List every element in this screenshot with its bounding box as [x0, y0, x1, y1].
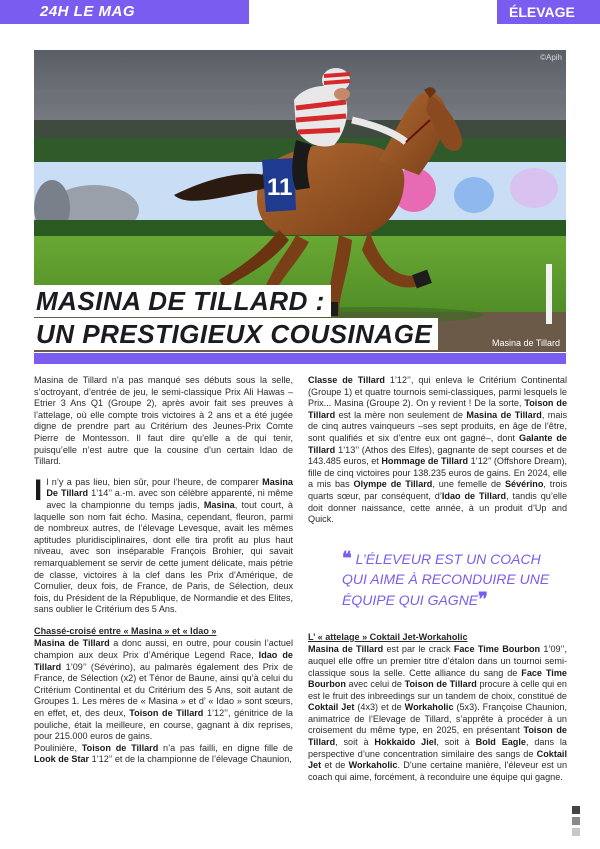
body-paragraph-2: Il n’y a pas lieu, bien sûr, pour l’heure, de comparer Masina De Tillard 1’14’’ a.-m. avec son célèbre apparenté, ni même avec la championne du temps jadis, Masina, tout court, à laquelle son nom fait écho. Masina, cependant, fleuron, parmi de nombreux autres, de l’élevage Levesque, avait les mêmes aptitudes pluridisciplinaires, dont elle tira profit au plus haut niveau, avec son inséparable François Brohier, qui savait remarquablement se servir de cette jument délicate, mais pétrie de classe, victoires à la clef dans les Prix d’Amérique, de Cornulier, deux fois, de France, de Paris, de Sélection, deux fois, du Président de la République, de Normandie et des Elites, sans oublier le Critérium des 5 Ans.: [34, 473, 293, 615]
photo-caption: Masina de Tillard: [491, 338, 560, 348]
column-right: [308, 375, 567, 783]
magazine-title: 24H LE MAG: [40, 3, 136, 20]
quote-close-icon: ❞: [478, 588, 488, 609]
intro-paragraph: Masina de Tillard n’a pas manqué ses débuts sous la selle, s’octroyant, d’entrée de jeu, le semi-classique Prix Ali Hawas – Etrier 3 Ans Q1 (Groupe 2), après avoir fait ses preuves à l’attelage, où elle compte trois victoires à 2 ans et a été jugée digne de prendre part au Critérium des Jeunes-Prix Comte Pierre de Montesson. Il faut dire qu’elle a de qui tenir, puisqu’elle n’est autre que la cousine d’un certain Idao de Tillard.: [34, 375, 293, 467]
quote-open-icon: ❝: [342, 547, 352, 568]
marker-square-light: [572, 828, 580, 836]
headline-line-2: UN PRESTIGIEUX COUSINAGE: [34, 318, 438, 350]
pull-quote: [342, 548, 567, 610]
pull-quote-text: L’ÉLEVEUR EST UN COACH QUI AIME À RECONDUIRE UNE ÉQUIPE QUI GAGNE: [342, 550, 550, 608]
marker-square-dark: [572, 806, 580, 814]
body-paragraph-3: Masina de Tillard a donc aussi, en outre, pour cousin l’actuel champion aux deux Prix d’Amérique Legend Race, Idao de Tillard 1’09’’ (Sévérino), au palmarès également des Prix de France, de Sélection (x2) et Ténor de Baune, ainsi qu’à celui du Critérium Continental et du Critérium des 5 Ans, soit autant de Groupes 1. Les mères de « Masina » et d’ « Idao » sont sœurs, en effet, et, des deux, Toison de Tillard 1’12’’, génitrice de la pouliche, était la meilleure, en course, gagnant à dix reprises, pour 215.000 euros de gains.: [34, 638, 293, 742]
page-marker: [572, 806, 580, 839]
drop-cap: I: [34, 473, 43, 507]
subheading-1: Chassé-croisé entre « Masina » et « Idao »: [34, 625, 217, 636]
top-bar: [0, 0, 600, 24]
subheading-2: L’ « attelage » Coktail Jet-Workaholic: [308, 631, 468, 642]
magazine-banner: [0, 0, 249, 24]
section-banner: [497, 0, 600, 24]
section-title: ÉLEVAGE: [509, 4, 575, 20]
body-paragraph-4-start: Poulinière, Toison de Tillard n’a pas failli, en digne fille de Look de Star 1’12’’ et de la championne de l’élevage Chaunion,: [34, 742, 293, 765]
column-left: [34, 375, 293, 766]
accent-rule: [34, 353, 566, 364]
headline-line-1: MASINA DE TILLARD :: [34, 285, 331, 317]
marker-square-mid: [572, 817, 580, 825]
saddle-number: 11: [267, 174, 293, 201]
photo-credit: ©Apih: [540, 53, 562, 62]
body-paragraph-4-cont: Classe de Tillard 1’12’’, qui enleva le Critérium Continental (Groupe 1) et quatre tournois semi-classiques, parmi lesquels le Prix... Masina (Groupe 2). On y revient ! De la sorte, Toison de Tillard est la mère non seulement de Masina de Tillard, mais de cinq autres vainqueurs –ses sept produits, en âge de l’être, sont qualifiés et six d’entre eux ont gagné–, dont Galante de Tillard 1’13’’ (Athos des Elfes), gagnante de sept courses et de 143.485 euros, et Hommage de Tillard 1’12’’ (Offshore Dream), fille de cinq victoires pour 138.235 euros de gains. En 2024, elle a mis bas Olympe de Tillard, une femelle de Sévérino, trois quarts sœur, par conséquent, d’Idao de Tillard, tandis qu’elle doit donner naissance, cette année, à un produit d’Up and Quick.: [308, 375, 568, 525]
body-paragraph-5: Masina de Tillard est par le crack Face Time Bourbon 1’09’’, auquel elle offre un premier titre d’étalon dans un tournoi semi-classique sous la selle. Cette alliance du sang de Face Time Bourbon avec celui de Toison de Tillard procure à celle qui en est le fruit des inbreedings sur un tandem de choix, constitué de Coktail Jet (4x3) et de Workaholic (5x3). Françoise Chaunion, animatrice de l’Elevage de Tillard, s’apprête à procéder à un croisement du même type, en 2025, en présentant Toison de Tillard, soit à Hokkaido Jiel, soit à Bold Eagle, dans la perspective d’une concentration similaire des sangs de Coktail Jet et de Workaholic. D’une certaine manière, l’éleveur est un coach qui aime, forcément, à reconduire une équipe qui gagne.: [308, 644, 567, 782]
